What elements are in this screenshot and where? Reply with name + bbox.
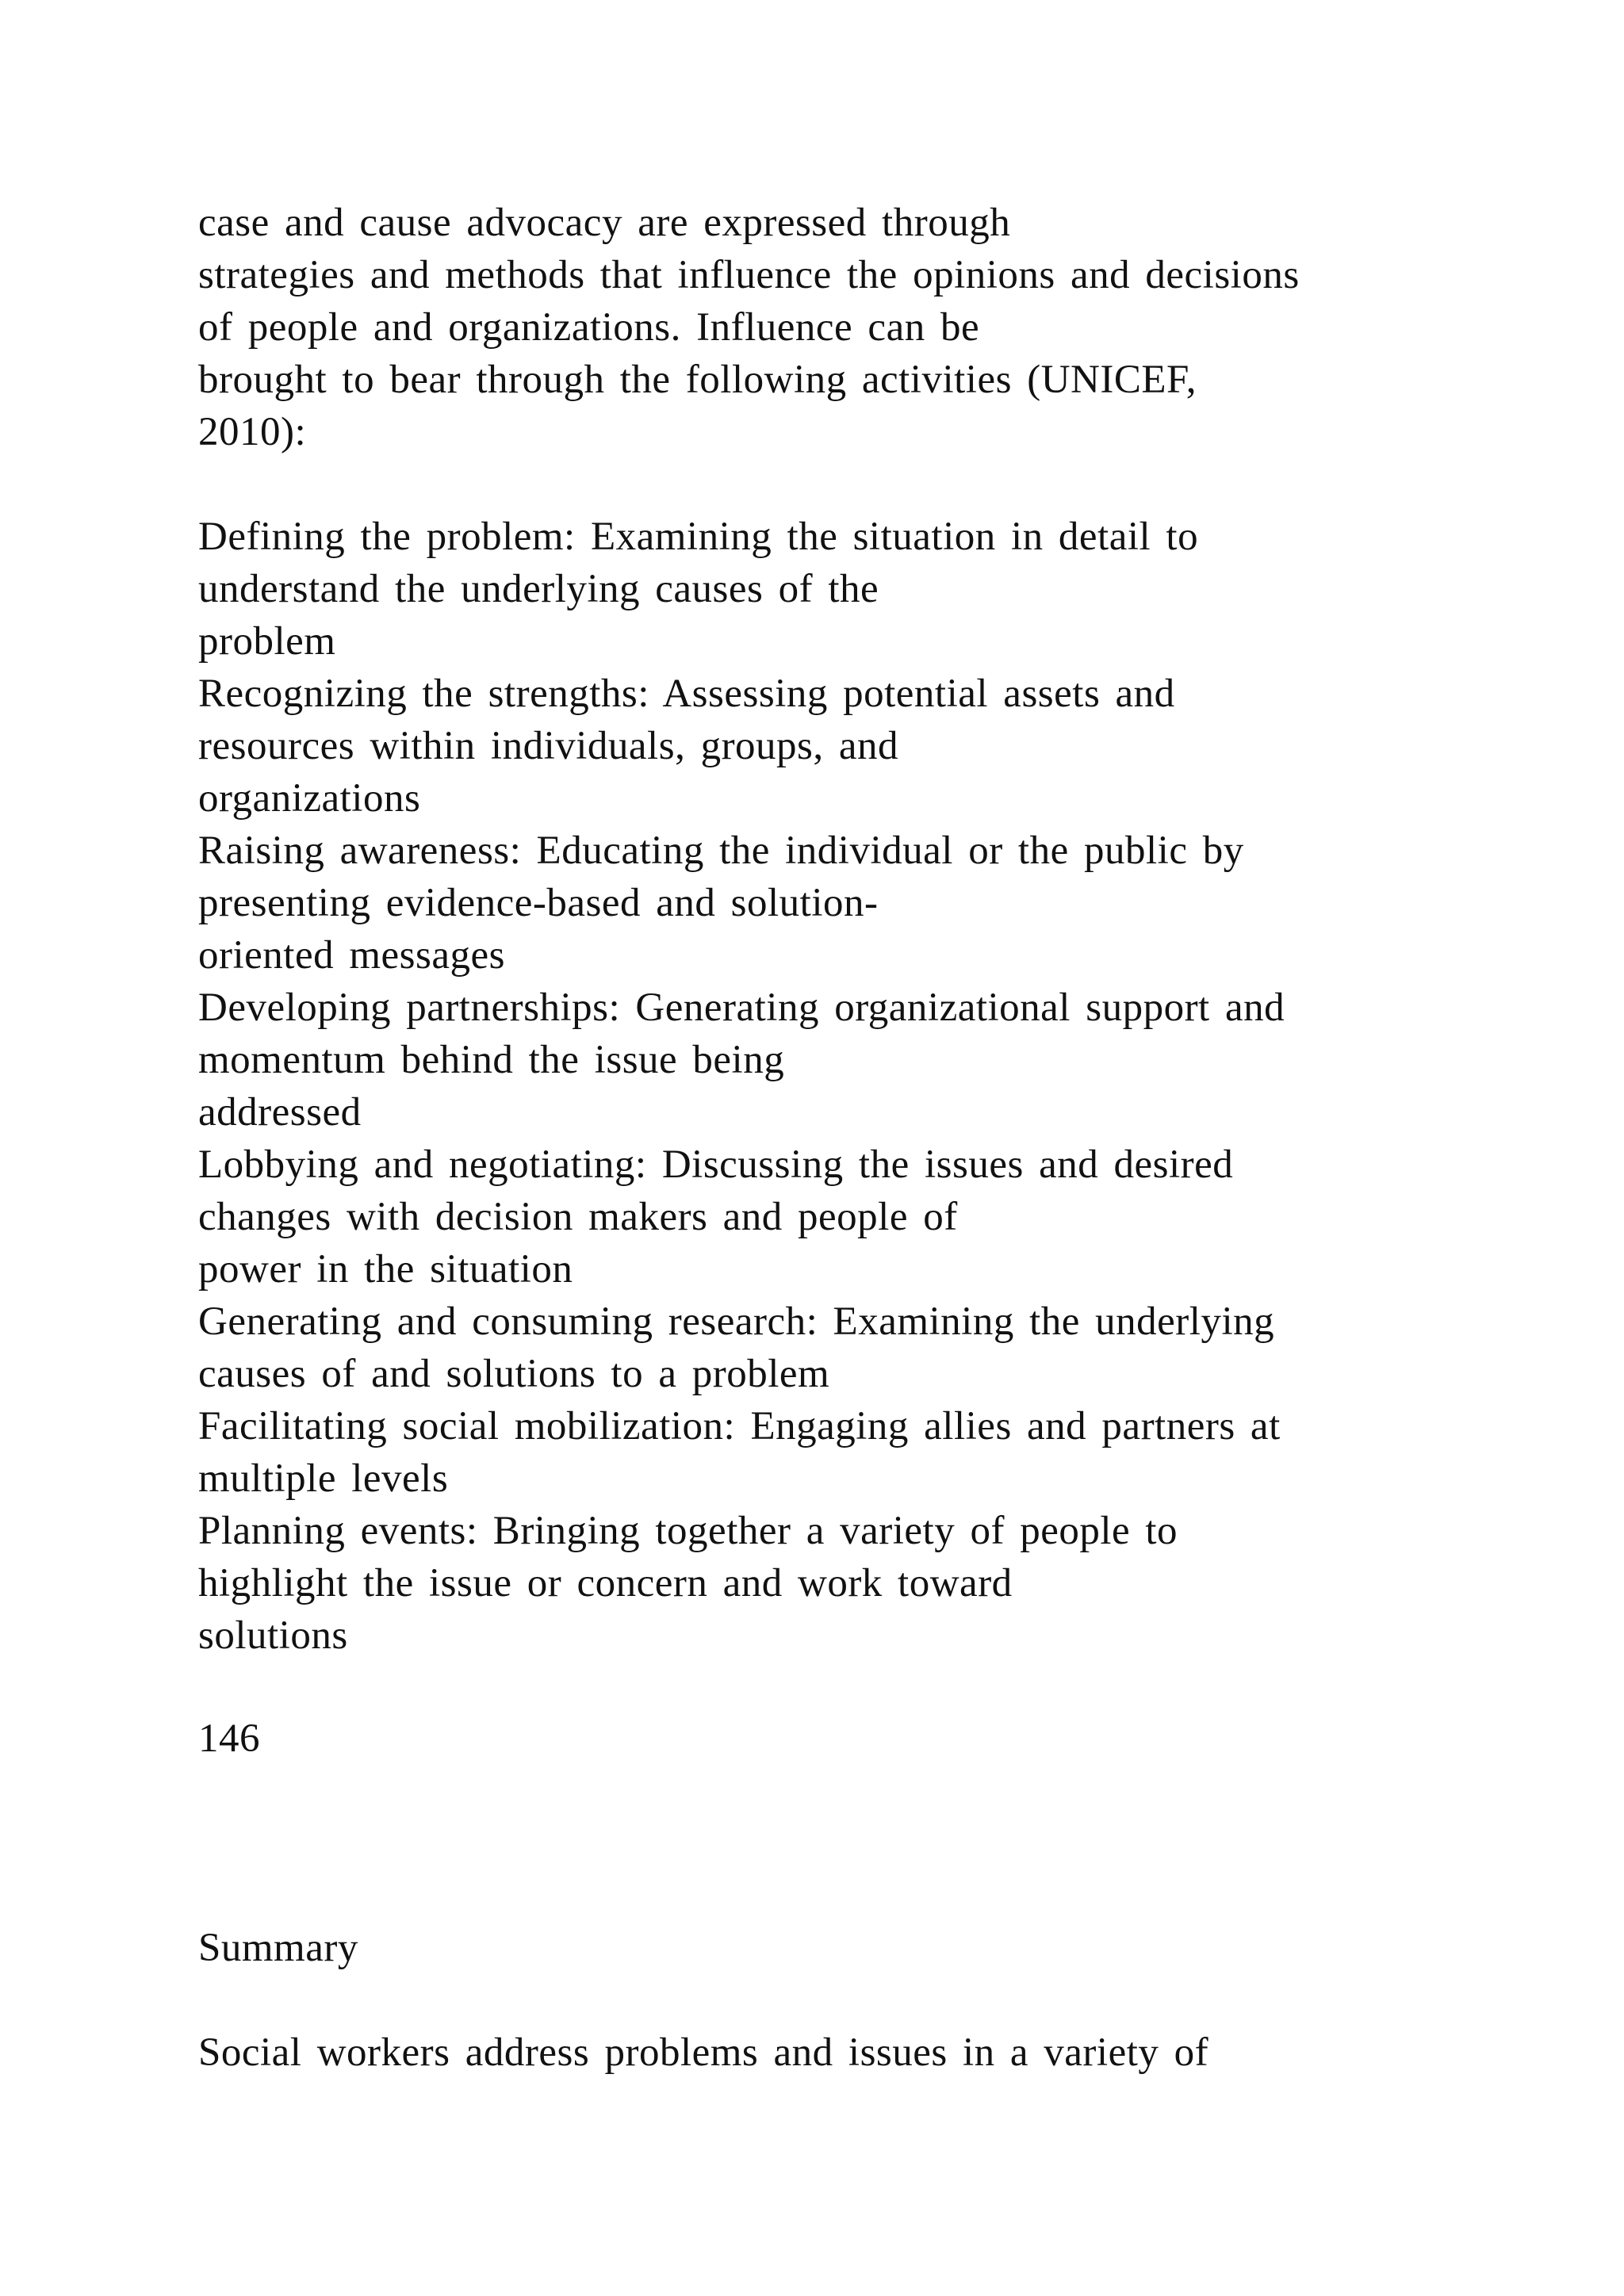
activity-line: solutions [198,1613,348,1658]
activity-line: causes of and solutions to a problem [198,1352,830,1396]
activity-line: problem [198,619,336,664]
intro-line: 2010): [198,410,307,454]
activity-line: resources within individuals, groups, and [198,724,899,768]
intro-line: of people and organizations. Influence can be [198,305,980,350]
intro-line: strategies and methods that influence the opinions and decisions [198,253,1300,297]
activity-line: presenting evidence-based and solution- [198,881,879,925]
activity-line: Lobbying and negotiating: Discussing the issues and desired [198,1142,1234,1187]
activity-line: oriented messages [198,933,505,978]
activity-line: understand the underlying causes of the [198,567,879,611]
activity-line: Raising awareness: Educating the individual or the public by [198,828,1244,873]
activity-line: momentum behind the issue being [198,1038,785,1082]
activity-line: Developing partnerships: Generating organizational support and [198,985,1285,1030]
activity-line: Generating and consuming research: Examining the underlying [198,1299,1275,1344]
activity-line: changes with decision makers and people of [198,1195,958,1239]
intro-line: case and cause advocacy are expressed through [198,201,1011,245]
summary-line: Social workers address problems and issues in a variety of [198,2030,1209,2075]
activity-line: Defining the problem: Examining the situation in detail to [198,515,1199,559]
activity-line: multiple levels [198,1456,449,1501]
activity-line: Facilitating social mobilization: Engaging allies and partners at [198,1404,1281,1448]
activity-line: highlight the issue or concern and work toward [198,1561,1013,1605]
activity-line: Planning events: Bringing together a variety of people to [198,1509,1178,1553]
summary-heading: Summary [198,1926,358,1970]
activity-line: addressed [198,1090,362,1135]
intro-line: brought to bear through the following activities (UNICEF, [198,358,1197,402]
page-number: 146 [198,1716,260,1761]
activity-line: organizations [198,776,421,821]
activity-line: power in the situation [198,1247,573,1292]
activity-line: Recognizing the strengths: Assessing potential assets and [198,672,1175,716]
